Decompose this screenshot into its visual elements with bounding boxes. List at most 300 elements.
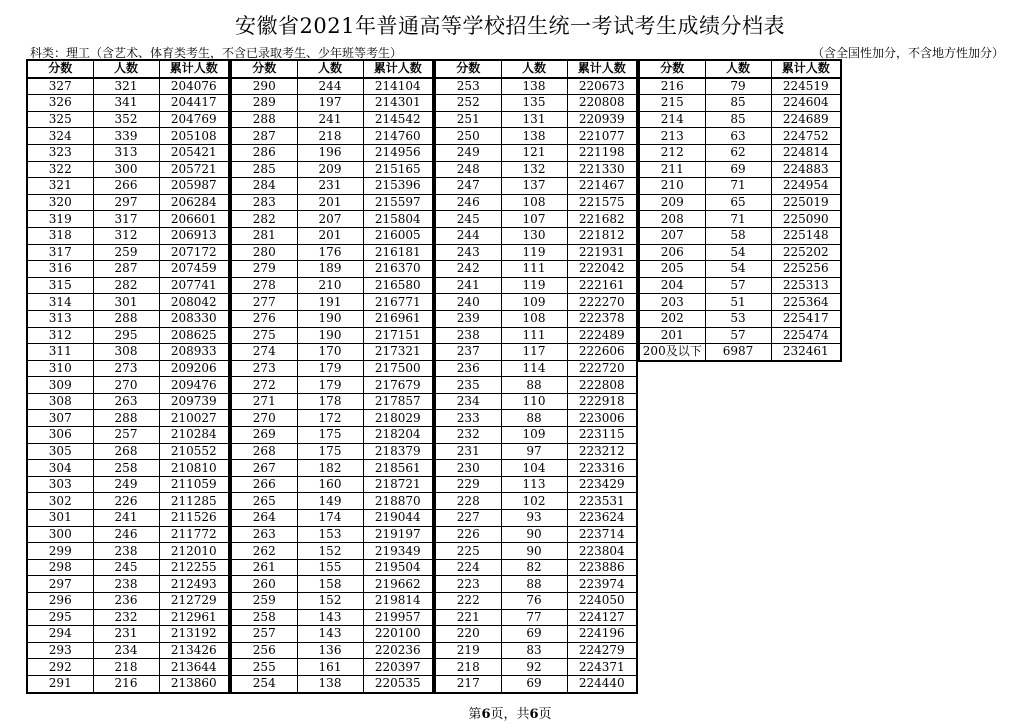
count-cell: 111 — [501, 261, 567, 278]
table-row — [435, 476, 637, 493]
table-row — [639, 261, 841, 278]
cumulative-cell: 221198 — [567, 144, 637, 161]
cumulative-cell: 224279 — [567, 642, 637, 659]
table-row — [27, 576, 229, 593]
cumulative-cell: 222489 — [567, 327, 637, 344]
count-cell: 69 — [705, 161, 771, 178]
table-row — [435, 410, 637, 427]
cumulative-cell: 222720 — [567, 360, 637, 377]
table-row — [639, 310, 841, 327]
cumulative-cell: 224752 — [771, 128, 841, 145]
score-cell: 305 — [27, 443, 93, 460]
count-cell: 295 — [93, 327, 159, 344]
count-cell: 297 — [93, 194, 159, 211]
table-row — [231, 310, 433, 327]
count-cell: 57 — [705, 327, 771, 344]
cumulative-cell: 213860 — [159, 675, 229, 692]
cumulative-cell: 204417 — [159, 95, 229, 112]
cumulative-cell: 212010 — [159, 543, 229, 560]
cumulative-cell: 215165 — [363, 161, 433, 178]
count-cell: 138 — [501, 128, 567, 145]
table-row — [435, 443, 637, 460]
table-row — [231, 626, 433, 643]
cumulative-cell: 214956 — [363, 144, 433, 161]
score-cell: 253 — [435, 78, 501, 95]
table-row — [27, 609, 229, 626]
table-row — [435, 510, 637, 527]
table-row — [231, 427, 433, 444]
table-row — [231, 576, 433, 593]
count-cell: 245 — [93, 559, 159, 576]
cumulative-cell: 225417 — [771, 310, 841, 327]
table-row — [27, 460, 229, 477]
score-cell: 293 — [27, 642, 93, 659]
count-cell: 155 — [297, 559, 363, 576]
count-cell: 317 — [93, 211, 159, 228]
cumulative-cell: 223006 — [567, 410, 637, 427]
score-cell: 322 — [27, 161, 93, 178]
count-cell: 313 — [93, 144, 159, 161]
count-cell: 312 — [93, 227, 159, 244]
count-cell: 108 — [501, 194, 567, 211]
cumulative-cell: 207172 — [159, 244, 229, 261]
header-row — [27, 60, 229, 78]
header-count: 人数 — [501, 60, 567, 78]
count-cell: 143 — [297, 609, 363, 626]
cumulative-cell: 224050 — [567, 593, 637, 610]
cumulative-cell: 224814 — [771, 144, 841, 161]
table-row — [27, 78, 229, 95]
cumulative-cell: 218561 — [363, 460, 433, 477]
score-cell: 302 — [27, 493, 93, 510]
score-cell: 321 — [27, 178, 93, 195]
score-cell: 271 — [231, 393, 297, 410]
count-cell: 232 — [93, 609, 159, 626]
cumulative-cell: 220673 — [567, 78, 637, 95]
score-cell: 256 — [231, 642, 297, 659]
table-row — [231, 194, 433, 211]
score-cell: 203 — [639, 294, 705, 311]
cumulative-cell: 209476 — [159, 377, 229, 394]
count-cell: 54 — [705, 244, 771, 261]
table-row — [231, 128, 433, 145]
cumulative-cell: 222918 — [567, 393, 637, 410]
count-cell: 54 — [705, 261, 771, 278]
count-cell: 63 — [705, 128, 771, 145]
count-cell: 131 — [501, 111, 567, 128]
header-score: 分数 — [435, 60, 501, 78]
table-row — [435, 194, 637, 211]
count-cell: 90 — [501, 543, 567, 560]
score-cell: 310 — [27, 360, 93, 377]
score-cell: 268 — [231, 443, 297, 460]
cumulative-cell: 208330 — [159, 310, 229, 327]
cumulative-cell: 223212 — [567, 443, 637, 460]
table-row — [435, 128, 637, 145]
count-cell: 175 — [297, 443, 363, 460]
cumulative-cell: 224440 — [567, 675, 637, 692]
cumulative-cell: 220535 — [363, 675, 433, 692]
score-cell: 225 — [435, 543, 501, 560]
count-cell: 179 — [297, 377, 363, 394]
table-row — [27, 443, 229, 460]
count-cell: 130 — [501, 227, 567, 244]
table-row — [231, 559, 433, 576]
score-cell: 228 — [435, 493, 501, 510]
cumulative-cell: 219044 — [363, 510, 433, 527]
score-cell: 247 — [435, 178, 501, 195]
score-cell: 223 — [435, 576, 501, 593]
count-cell: 58 — [705, 227, 771, 244]
count-cell: 149 — [297, 493, 363, 510]
table-row — [27, 410, 229, 427]
table-row — [639, 344, 841, 361]
score-cell: 220 — [435, 626, 501, 643]
cumulative-cell: 224883 — [771, 161, 841, 178]
cumulative-cell: 218029 — [363, 410, 433, 427]
table-row — [231, 227, 433, 244]
table-row — [231, 111, 433, 128]
cumulative-cell: 225019 — [771, 194, 841, 211]
cumulative-cell: 232461 — [771, 344, 841, 361]
cumulative-cell: 224127 — [567, 609, 637, 626]
cumulative-cell: 217500 — [363, 360, 433, 377]
count-cell: 57 — [705, 277, 771, 294]
table-row — [27, 244, 229, 261]
cumulative-cell: 205721 — [159, 161, 229, 178]
count-cell: 119 — [501, 244, 567, 261]
count-cell: 109 — [501, 294, 567, 311]
table-row — [231, 593, 433, 610]
table-row — [435, 377, 637, 394]
count-cell: 308 — [93, 344, 159, 361]
cumulative-cell: 214104 — [363, 78, 433, 95]
cumulative-cell: 212961 — [159, 609, 229, 626]
count-cell: 288 — [93, 310, 159, 327]
cumulative-cell: 213426 — [159, 642, 229, 659]
count-cell: 88 — [501, 377, 567, 394]
score-cell: 319 — [27, 211, 93, 228]
cumulative-cell: 216005 — [363, 227, 433, 244]
count-cell: 160 — [297, 476, 363, 493]
header-row — [435, 60, 637, 78]
cumulative-cell: 222808 — [567, 377, 637, 394]
score-cell: 245 — [435, 211, 501, 228]
count-cell: 114 — [501, 360, 567, 377]
count-cell: 288 — [93, 410, 159, 427]
cumulative-cell: 214542 — [363, 111, 433, 128]
count-cell: 65 — [705, 194, 771, 211]
header-cumulative: 累计人数 — [363, 60, 433, 78]
cumulative-cell: 219197 — [363, 526, 433, 543]
cumulative-cell: 217151 — [363, 327, 433, 344]
score-cell: 272 — [231, 377, 297, 394]
count-cell: 287 — [93, 261, 159, 278]
count-cell: 83 — [501, 642, 567, 659]
table-row — [435, 493, 637, 510]
cumulative-cell: 217321 — [363, 344, 433, 361]
count-cell: 6987 — [705, 344, 771, 361]
cumulative-cell: 223531 — [567, 493, 637, 510]
table-row — [27, 344, 229, 361]
table-row — [231, 675, 433, 692]
count-cell: 76 — [501, 593, 567, 610]
count-cell: 270 — [93, 377, 159, 394]
cumulative-cell: 225474 — [771, 327, 841, 344]
table-row — [435, 327, 637, 344]
cumulative-cell: 217857 — [363, 393, 433, 410]
score-cell: 202 — [639, 310, 705, 327]
count-cell: 176 — [297, 244, 363, 261]
score-table-block — [638, 59, 842, 362]
score-cell: 317 — [27, 244, 93, 261]
table-row — [231, 244, 433, 261]
score-cell: 204 — [639, 277, 705, 294]
table-row — [27, 261, 229, 278]
cumulative-cell: 223974 — [567, 576, 637, 593]
score-cell: 304 — [27, 460, 93, 477]
table-row — [27, 161, 229, 178]
header-score: 分数 — [639, 60, 705, 78]
score-cell: 281 — [231, 227, 297, 244]
table-row — [639, 294, 841, 311]
score-cell: 215 — [639, 95, 705, 112]
count-cell: 273 — [93, 360, 159, 377]
table-row — [231, 144, 433, 161]
cumulative-cell: 224196 — [567, 626, 637, 643]
count-cell: 266 — [93, 178, 159, 195]
score-cell: 327 — [27, 78, 93, 95]
table-row — [639, 211, 841, 228]
count-cell: 152 — [297, 593, 363, 610]
score-cell: 240 — [435, 294, 501, 311]
cumulative-cell: 212729 — [159, 593, 229, 610]
score-cell: 286 — [231, 144, 297, 161]
score-cell: 298 — [27, 559, 93, 576]
count-cell: 88 — [501, 576, 567, 593]
count-cell: 135 — [501, 95, 567, 112]
count-cell: 352 — [93, 111, 159, 128]
score-cell: 309 — [27, 377, 93, 394]
header-row — [231, 60, 433, 78]
score-cell: 303 — [27, 476, 93, 493]
score-cell: 288 — [231, 111, 297, 128]
cumulative-cell: 211059 — [159, 476, 229, 493]
cumulative-cell: 211526 — [159, 510, 229, 527]
count-cell: 268 — [93, 443, 159, 460]
table-row — [231, 460, 433, 477]
score-cell: 218 — [435, 659, 501, 676]
table-row — [231, 161, 433, 178]
cumulative-cell: 222378 — [567, 310, 637, 327]
score-cell: 287 — [231, 128, 297, 145]
score-cell: 282 — [231, 211, 297, 228]
score-cell: 219 — [435, 642, 501, 659]
score-cell: 234 — [435, 393, 501, 410]
count-cell: 153 — [297, 526, 363, 543]
table-row — [27, 659, 229, 676]
score-cell: 226 — [435, 526, 501, 543]
score-cell: 229 — [435, 476, 501, 493]
count-cell: 209 — [297, 161, 363, 178]
table-row — [231, 659, 433, 676]
score-cell: 206 — [639, 244, 705, 261]
table-row — [231, 327, 433, 344]
header-count: 人数 — [297, 60, 363, 78]
count-cell: 161 — [297, 659, 363, 676]
table-row — [27, 111, 229, 128]
score-cell: 251 — [435, 111, 501, 128]
cumulative-cell: 210810 — [159, 460, 229, 477]
cumulative-cell: 219504 — [363, 559, 433, 576]
footer-prefix: 第 — [468, 707, 482, 722]
cumulative-cell: 209206 — [159, 360, 229, 377]
table-row — [27, 294, 229, 311]
count-cell: 121 — [501, 144, 567, 161]
cumulative-cell: 206913 — [159, 227, 229, 244]
count-cell: 216 — [93, 675, 159, 692]
table-row — [231, 393, 433, 410]
score-table-block — [230, 59, 434, 694]
count-cell: 182 — [297, 460, 363, 477]
score-cell: 238 — [435, 327, 501, 344]
cumulative-cell: 222161 — [567, 277, 637, 294]
table-row — [435, 626, 637, 643]
count-cell: 71 — [705, 211, 771, 228]
cumulative-cell: 204076 — [159, 78, 229, 95]
score-cell: 259 — [231, 593, 297, 610]
count-cell: 170 — [297, 344, 363, 361]
score-cell: 213 — [639, 128, 705, 145]
cumulative-cell: 225256 — [771, 261, 841, 278]
score-cell: 274 — [231, 344, 297, 361]
table-row — [27, 593, 229, 610]
table-row — [435, 360, 637, 377]
cumulative-cell: 225313 — [771, 277, 841, 294]
score-cell: 258 — [231, 609, 297, 626]
score-cell: 292 — [27, 659, 93, 676]
table-row — [27, 393, 229, 410]
table-row — [435, 559, 637, 576]
table-row — [435, 642, 637, 659]
table-row — [435, 111, 637, 128]
score-cell: 261 — [231, 559, 297, 576]
table-row — [435, 593, 637, 610]
cumulative-cell: 220100 — [363, 626, 433, 643]
table-row — [231, 410, 433, 427]
table-row — [231, 526, 433, 543]
cumulative-cell: 216580 — [363, 277, 433, 294]
table-row — [27, 510, 229, 527]
count-cell: 71 — [705, 178, 771, 195]
table-row — [639, 244, 841, 261]
table-row — [231, 294, 433, 311]
cumulative-cell: 222270 — [567, 294, 637, 311]
count-cell: 85 — [705, 95, 771, 112]
score-cell: 264 — [231, 510, 297, 527]
count-cell: 138 — [501, 78, 567, 95]
table-row — [27, 543, 229, 560]
count-cell: 210 — [297, 277, 363, 294]
table-row — [27, 377, 229, 394]
cumulative-cell: 225148 — [771, 227, 841, 244]
table-row — [639, 277, 841, 294]
score-cell: 320 — [27, 194, 93, 211]
table-row — [435, 178, 637, 195]
cumulative-cell: 214760 — [363, 128, 433, 145]
table-row — [231, 609, 433, 626]
header-count: 人数 — [93, 60, 159, 78]
count-cell: 231 — [93, 626, 159, 643]
score-cell: 290 — [231, 78, 297, 95]
footer-suffix: 页 — [538, 707, 552, 722]
count-cell: 201 — [297, 227, 363, 244]
score-cell: 231 — [435, 443, 501, 460]
table-row — [27, 360, 229, 377]
count-cell: 196 — [297, 144, 363, 161]
cumulative-cell: 221330 — [567, 161, 637, 178]
score-cell: 270 — [231, 410, 297, 427]
cumulative-cell: 221575 — [567, 194, 637, 211]
cumulative-cell: 211285 — [159, 493, 229, 510]
cumulative-cell: 225090 — [771, 211, 841, 228]
table-row — [27, 559, 229, 576]
score-cell: 300 — [27, 526, 93, 543]
cumulative-cell: 207459 — [159, 261, 229, 278]
score-cell: 227 — [435, 510, 501, 527]
cumulative-cell: 220397 — [363, 659, 433, 676]
table-row — [27, 144, 229, 161]
cumulative-cell: 208625 — [159, 327, 229, 344]
cumulative-cell: 209739 — [159, 393, 229, 410]
cumulative-cell: 216961 — [363, 310, 433, 327]
cumulative-cell: 222042 — [567, 261, 637, 278]
count-cell: 190 — [297, 327, 363, 344]
cumulative-cell: 215597 — [363, 194, 433, 211]
cumulative-cell: 223624 — [567, 510, 637, 527]
cumulative-cell: 224689 — [771, 111, 841, 128]
table-row — [231, 360, 433, 377]
header-score: 分数 — [27, 60, 93, 78]
score-cell: 294 — [27, 626, 93, 643]
score-cell: 239 — [435, 310, 501, 327]
cumulative-cell: 216181 — [363, 244, 433, 261]
cumulative-cell: 220236 — [363, 642, 433, 659]
score-cell: 230 — [435, 460, 501, 477]
count-cell: 172 — [297, 410, 363, 427]
table-row — [231, 261, 433, 278]
score-cell: 212 — [639, 144, 705, 161]
count-cell: 178 — [297, 393, 363, 410]
score-cell: 316 — [27, 261, 93, 278]
score-cell: 295 — [27, 609, 93, 626]
score-cell: 277 — [231, 294, 297, 311]
cumulative-cell: 223714 — [567, 526, 637, 543]
cumulative-cell: 213192 — [159, 626, 229, 643]
table-row — [639, 111, 841, 128]
score-cell: 296 — [27, 593, 93, 610]
count-cell: 79 — [705, 78, 771, 95]
table-row — [435, 227, 637, 244]
score-cell: 221 — [435, 609, 501, 626]
score-cell: 285 — [231, 161, 297, 178]
page-title: 安徽省2021年普通高等学校招生统一考试考生成绩分档表 — [235, 14, 785, 38]
table-row — [435, 526, 637, 543]
score-cell: 237 — [435, 344, 501, 361]
table-row — [435, 144, 637, 161]
cumulative-cell: 206601 — [159, 211, 229, 228]
score-cell: 248 — [435, 161, 501, 178]
